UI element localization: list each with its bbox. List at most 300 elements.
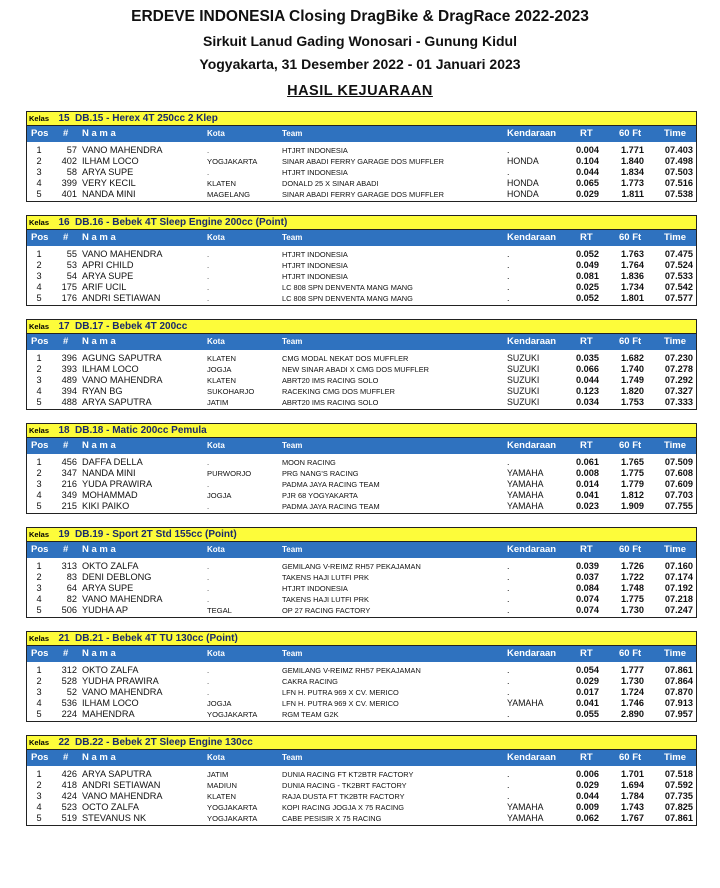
cell-name: ARYA SAPUTRA	[82, 397, 152, 407]
class-number: 17	[58, 321, 70, 332]
class-label: Kelas	[29, 530, 50, 539]
col-header-time: Time	[664, 544, 687, 555]
cell-name: ILHAM LOCO	[82, 364, 139, 374]
table-row	[27, 457, 696, 468]
col-header-kendaraan: Kendaraan	[507, 440, 557, 451]
col-header-team: Team	[282, 545, 303, 554]
results-heading: HASIL KEJUARAAN	[287, 83, 433, 99]
cell-kendaraan: .	[507, 167, 510, 177]
cell-name: OCTO ZALFA	[82, 802, 140, 812]
cell-pos: 2	[36, 260, 42, 270]
cell-kendaraan: .	[507, 594, 510, 604]
col-header-team: Team	[282, 441, 303, 450]
cell-kendaraan: .	[507, 271, 510, 281]
cell-rt: 0.066	[576, 364, 599, 374]
cell-rt: 0.029	[576, 189, 599, 199]
cell-team: NEW SINAR ABADI X CMG DOS MUFFLER	[282, 365, 430, 374]
cell-60ft: 1.763	[621, 249, 644, 259]
cell-rt: 0.055	[576, 709, 599, 719]
class-title-bar	[26, 527, 697, 542]
cell-time: 07.609	[664, 479, 693, 489]
cell-number: 83	[66, 572, 77, 582]
cell-time: 07.735	[664, 791, 693, 801]
cell-team: PADMA JAYA RACING TEAM	[282, 480, 380, 489]
cell-kendaraan: SUZUKI	[507, 375, 540, 385]
col-header-time: Time	[664, 648, 687, 659]
cell-number: 55	[66, 249, 77, 259]
col-header-time: Time	[664, 752, 687, 763]
cell-rt: 0.008	[576, 468, 599, 478]
cell-60ft: 1.779	[621, 479, 644, 489]
cell-time: 07.542	[664, 282, 693, 292]
cell-team: DUNIA RACING FT KT2BTR FACTORY	[282, 770, 414, 779]
cell-number: 82	[66, 594, 77, 604]
column-header-row	[26, 230, 697, 246]
col-header-number: #	[63, 128, 69, 139]
cell-team: GEMILANG V-REIMZ RH57 PEKAJAMAN	[282, 666, 421, 675]
results-table	[26, 142, 697, 202]
table-row	[27, 501, 696, 512]
cell-kendaraan: .	[507, 293, 510, 303]
cell-number: 312	[61, 665, 77, 675]
cell-team: RACEKING CMG DOS MUFFLER	[282, 387, 395, 396]
cell-pos: 4	[36, 490, 42, 500]
cell-kota: .	[207, 272, 210, 281]
cell-rt: 0.023	[576, 501, 599, 511]
col-header-time: Time	[664, 128, 687, 139]
class-number: 15	[58, 113, 70, 124]
cell-pos: 5	[36, 397, 42, 407]
cell-kendaraan: .	[507, 780, 510, 790]
cell-team: RGM TEAM G2K	[282, 710, 339, 719]
cell-pos: 4	[36, 802, 42, 812]
cell-name: ARYA SAPUTRA	[82, 769, 152, 779]
cell-60ft: 1.694	[621, 780, 644, 790]
class-label: Kelas	[29, 218, 50, 227]
cell-rt: 0.123	[576, 386, 599, 396]
cell-number: 424	[61, 791, 77, 801]
cell-time: 07.403	[664, 145, 693, 155]
cell-rt: 0.044	[576, 167, 599, 177]
cell-time: 07.592	[664, 780, 693, 790]
col-header-team: Team	[282, 649, 303, 658]
cell-pos: 5	[36, 605, 42, 615]
cell-kendaraan: YAMAHA	[507, 468, 544, 478]
cell-60ft: 1.740	[621, 364, 644, 374]
cell-time: 07.333	[664, 397, 693, 407]
cell-name: VERY KECIL	[82, 178, 136, 188]
cell-rt: 0.009	[576, 802, 599, 812]
cell-60ft: 1.726	[621, 561, 644, 571]
table-row	[27, 178, 696, 189]
cell-number: 349	[61, 490, 77, 500]
cell-pos: 2	[36, 468, 42, 478]
cell-name: MOHAMMAD	[82, 490, 138, 500]
table-row	[27, 687, 696, 698]
col-header-60ft: 60 Ft	[619, 752, 642, 763]
cell-name: VANO MAHENDRA	[82, 594, 163, 604]
cell-rt: 0.052	[576, 293, 599, 303]
col-header-rt: RT	[580, 752, 593, 763]
col-header-name: N a m a	[82, 440, 116, 451]
cell-time: 07.825	[664, 802, 693, 812]
cell-time: 07.913	[664, 698, 693, 708]
col-header-kendaraan: Kendaraan	[507, 544, 557, 555]
class-section	[26, 527, 697, 618]
cell-kota: YOGJAKARTA	[207, 814, 258, 823]
table-row	[27, 353, 696, 364]
col-header-rt: RT	[580, 336, 593, 347]
cell-kendaraan: SUZUKI	[507, 353, 540, 363]
cell-name: YUDA PRAWIRA	[82, 479, 153, 489]
cell-name: ARIF UCIL	[82, 282, 127, 292]
cell-number: 54	[66, 271, 77, 281]
cell-kendaraan: YAMAHA	[507, 479, 544, 489]
cell-team: KOPI RACING JOGJA X 75 RACING	[282, 803, 404, 812]
cell-pos: 3	[36, 687, 42, 697]
col-header-kota: Kota	[207, 649, 225, 658]
cell-time: 07.278	[664, 364, 693, 374]
date-line: Yogyakarta, 31 Desember 2022 - 01 Januari 2023	[199, 56, 521, 72]
class-section	[26, 215, 697, 306]
cell-name: YUDHA PRAWIRA	[82, 676, 159, 686]
venue-line: Sirkuit Lanud Gading Wonosari - Gunung Kidul	[203, 33, 517, 49]
class-section	[26, 423, 697, 514]
col-header-kendaraan: Kendaraan	[507, 336, 557, 347]
cell-60ft: 1.801	[621, 293, 644, 303]
cell-number: 488	[61, 397, 77, 407]
cell-pos: 5	[36, 813, 42, 823]
col-header-kota: Kota	[207, 545, 225, 554]
cell-name: OKTO ZALFA	[82, 561, 139, 571]
cell-number: 175	[61, 282, 77, 292]
cell-team: PADMA JAYA RACING TEAM	[282, 502, 380, 511]
cell-team: PJR 68 YOGYAKARTA	[282, 491, 358, 500]
cell-time: 07.870	[664, 687, 693, 697]
cell-time: 07.861	[664, 665, 693, 675]
cell-rt: 0.029	[576, 676, 599, 686]
results-table	[26, 246, 697, 306]
cell-number: 176	[61, 293, 77, 303]
cell-rt: 0.074	[576, 605, 599, 615]
cell-number: 523	[61, 802, 77, 812]
col-header-rt: RT	[580, 440, 593, 451]
cell-number: 393	[61, 364, 77, 374]
cell-number: 52	[66, 687, 77, 697]
cell-number: 57	[66, 145, 77, 155]
cell-kota: YOGJAKARTA	[207, 710, 258, 719]
class-label: Kelas	[29, 114, 50, 123]
cell-number: 64	[66, 583, 77, 593]
table-row	[27, 375, 696, 386]
cell-60ft: 1.777	[621, 665, 644, 675]
table-row	[27, 260, 696, 271]
class-name: DB.22 - Bebek 2T Sleep Engine 130cc	[75, 737, 253, 748]
cell-rt: 0.014	[576, 479, 599, 489]
cell-rt: 0.041	[576, 490, 599, 500]
cell-number: 426	[61, 769, 77, 779]
cell-time: 07.755	[664, 501, 693, 511]
cell-team: HTJRT INDONESIA	[282, 261, 348, 270]
cell-60ft: 2.890	[621, 709, 644, 719]
cell-time: 07.861	[664, 813, 693, 823]
cell-name: DENI DEBLONG	[82, 572, 152, 582]
cell-kota: YOGJAKARTA	[207, 157, 258, 166]
cell-time: 07.516	[664, 178, 693, 188]
cell-60ft: 1.834	[621, 167, 644, 177]
cell-kendaraan: .	[507, 572, 510, 582]
cell-pos: 3	[36, 167, 42, 177]
class-section	[26, 631, 697, 722]
col-header-name: N a m a	[82, 648, 116, 659]
cell-name: ILHAM LOCO	[82, 156, 139, 166]
table-row	[27, 802, 696, 813]
cell-kota: .	[207, 261, 210, 270]
cell-time: 07.247	[664, 605, 693, 615]
cell-team: HTJRT INDONESIA	[282, 272, 348, 281]
cell-number: 224	[61, 709, 77, 719]
class-name: DB.21 - Bebek 4T TU 130cc (Point)	[75, 633, 238, 644]
cell-pos: 1	[36, 769, 42, 779]
table-row	[27, 145, 696, 156]
cell-60ft: 1.767	[621, 813, 644, 823]
cell-time: 07.174	[664, 572, 693, 582]
col-header-team: Team	[282, 233, 303, 242]
cell-60ft: 1.748	[621, 583, 644, 593]
cell-kendaraan: YAMAHA	[507, 802, 544, 812]
col-header-pos: Pos	[31, 336, 49, 347]
cell-pos: 5	[36, 293, 42, 303]
cell-60ft: 1.722	[621, 572, 644, 582]
cell-time: 07.957	[664, 709, 693, 719]
table-row	[27, 698, 696, 709]
cell-time: 07.192	[664, 583, 693, 593]
cell-kendaraan: .	[507, 791, 510, 801]
cell-kota: JOGJA	[207, 491, 232, 500]
col-header-time: Time	[664, 440, 687, 451]
cell-time: 07.160	[664, 561, 693, 571]
cell-rt: 0.029	[576, 780, 599, 790]
cell-name: ANDRI SETIAWAN	[82, 293, 161, 303]
cell-time: 07.533	[664, 271, 693, 281]
cell-rt: 0.017	[576, 687, 599, 697]
cell-time: 07.230	[664, 353, 693, 363]
cell-60ft: 1.753	[621, 397, 644, 407]
cell-60ft: 1.775	[621, 468, 644, 478]
cell-rt: 0.034	[576, 397, 599, 407]
table-row	[27, 561, 696, 572]
col-header-kota: Kota	[207, 753, 225, 762]
cell-kendaraan: .	[507, 249, 510, 259]
cell-kendaraan: YAMAHA	[507, 501, 544, 511]
cell-time: 07.327	[664, 386, 693, 396]
cell-pos: 1	[36, 561, 42, 571]
results-table	[26, 454, 697, 514]
cell-pos: 1	[36, 353, 42, 363]
cell-kota: JOGJA	[207, 365, 232, 374]
cell-number: 313	[61, 561, 77, 571]
cell-kota: KLATEN	[207, 792, 236, 801]
cell-time: 07.509	[664, 457, 693, 467]
cell-time: 07.524	[664, 260, 693, 270]
cell-kendaraan: .	[507, 561, 510, 571]
cell-kendaraan: SUZUKI	[507, 397, 540, 407]
cell-name: OKTO ZALFA	[82, 665, 139, 675]
cell-pos: 3	[36, 479, 42, 489]
table-row	[27, 813, 696, 824]
cell-60ft: 1.836	[621, 271, 644, 281]
table-row	[27, 572, 696, 583]
col-header-name: N a m a	[82, 336, 116, 347]
cell-pos: 5	[36, 501, 42, 511]
cell-team: ABRT20 IMS RACING SOLO	[282, 376, 379, 385]
cell-60ft: 1.730	[621, 605, 644, 615]
class-number: 18	[58, 425, 70, 436]
cell-pos: 5	[36, 709, 42, 719]
col-header-team: Team	[282, 337, 303, 346]
cell-60ft: 1.784	[621, 791, 644, 801]
table-row	[27, 386, 696, 397]
col-header-kendaraan: Kendaraan	[507, 648, 557, 659]
cell-name: VANO MAHENDRA	[82, 687, 163, 697]
cell-kendaraan: YAMAHA	[507, 698, 544, 708]
cell-time: 07.538	[664, 189, 693, 199]
table-row	[27, 665, 696, 676]
cell-team: RAJA DUSTA FT TK2BTR FACTORY	[282, 792, 405, 801]
cell-team: LFN H. PUTRA 969 X CV. MERICO	[282, 688, 399, 697]
cell-number: 456	[61, 457, 77, 467]
cell-pos: 2	[36, 572, 42, 582]
col-header-number: #	[63, 336, 69, 347]
col-header-60ft: 60 Ft	[619, 232, 642, 243]
results-table	[26, 558, 697, 618]
results-container	[26, 111, 697, 839]
cell-name: APRI CHILD	[82, 260, 134, 270]
table-row	[27, 791, 696, 802]
col-header-team: Team	[282, 753, 303, 762]
column-header-row	[26, 126, 697, 142]
cell-number: 528	[61, 676, 77, 686]
cell-rt: 0.062	[576, 813, 599, 823]
cell-rt: 0.074	[576, 594, 599, 604]
col-header-pos: Pos	[31, 544, 49, 555]
cell-pos: 1	[36, 249, 42, 259]
col-header-pos: Pos	[31, 232, 49, 243]
col-header-number: #	[63, 544, 69, 555]
cell-name: VANO MAHENDRA	[82, 375, 163, 385]
class-title-bar	[26, 423, 697, 438]
table-row	[27, 479, 696, 490]
cell-rt: 0.084	[576, 583, 599, 593]
cell-rt: 0.061	[576, 457, 599, 467]
col-header-pos: Pos	[31, 128, 49, 139]
col-header-kota: Kota	[207, 337, 225, 346]
col-header-kota: Kota	[207, 233, 225, 242]
class-name: DB.18 - Matic 200cc Pemula	[75, 425, 207, 436]
cell-kota: KLATEN	[207, 354, 236, 363]
cell-kendaraan: HONDA	[507, 178, 539, 188]
class-section	[26, 319, 697, 410]
cell-60ft: 1.734	[621, 282, 644, 292]
cell-number: 401	[61, 189, 77, 199]
cell-team: ABRT20 IMS RACING SOLO	[282, 398, 379, 407]
cell-kota: .	[207, 666, 210, 675]
cell-pos: 3	[36, 583, 42, 593]
cell-number: 215	[61, 501, 77, 511]
column-header-row	[26, 750, 697, 766]
cell-rt: 0.035	[576, 353, 599, 363]
cell-kota: MADIUN	[207, 781, 237, 790]
class-label: Kelas	[29, 634, 50, 643]
col-header-rt: RT	[580, 128, 593, 139]
table-row	[27, 249, 696, 260]
cell-kota: .	[207, 146, 210, 155]
cell-number: 216	[61, 479, 77, 489]
cell-name: DAFFA DELLA	[82, 457, 143, 467]
col-header-time: Time	[664, 336, 687, 347]
col-header-rt: RT	[580, 648, 593, 659]
cell-time: 07.608	[664, 468, 693, 478]
cell-name: ARYA SUPE	[82, 167, 134, 177]
class-label: Kelas	[29, 426, 50, 435]
cell-kendaraan: SUZUKI	[507, 386, 540, 396]
cell-kota: KLATEN	[207, 179, 236, 188]
cell-time: 07.864	[664, 676, 693, 686]
results-table	[26, 766, 697, 826]
cell-kendaraan: .	[507, 605, 510, 615]
cell-rt: 0.044	[576, 791, 599, 801]
cell-team: TAKENS HAJI LUTFI PRK	[282, 573, 369, 582]
cell-60ft: 1.724	[621, 687, 644, 697]
cell-60ft: 1.773	[621, 178, 644, 188]
class-title-bar	[26, 111, 697, 126]
col-header-pos: Pos	[31, 648, 49, 659]
cell-rt: 0.039	[576, 561, 599, 571]
class-number: 16	[58, 217, 70, 228]
col-header-number: #	[63, 752, 69, 763]
cell-number: 396	[61, 353, 77, 363]
cell-team: LFN H. PUTRA 969 X CV. MERICO	[282, 699, 399, 708]
cell-team: CMG MODAL NEKAT DOS MUFFLER	[282, 354, 409, 363]
table-row	[27, 490, 696, 501]
cell-number: 536	[61, 698, 77, 708]
cell-number: 418	[61, 780, 77, 790]
cell-kota: TEGAL	[207, 606, 232, 615]
cell-name: AGUNG SAPUTRA	[82, 353, 162, 363]
col-header-team: Team	[282, 129, 303, 138]
cell-time: 07.577	[664, 293, 693, 303]
cell-kota: .	[207, 294, 210, 303]
cell-number: 399	[61, 178, 77, 188]
cell-kota: PURWORJO	[207, 469, 252, 478]
class-section	[26, 735, 697, 826]
column-header-row	[26, 542, 697, 558]
col-header-number: #	[63, 648, 69, 659]
table-row	[27, 780, 696, 791]
cell-name: STEVANUS NK	[82, 813, 147, 823]
cell-name: ILHAM LOCO	[82, 698, 139, 708]
cell-rt: 0.044	[576, 375, 599, 385]
cell-time: 07.518	[664, 769, 693, 779]
cell-kendaraan: .	[507, 676, 510, 686]
class-title-bar	[26, 215, 697, 230]
column-header-row	[26, 438, 697, 454]
table-row	[27, 769, 696, 780]
class-name: DB.17 - Bebek 4T 200cc	[75, 321, 188, 332]
col-header-60ft: 60 Ft	[619, 544, 642, 555]
cell-time: 07.292	[664, 375, 693, 385]
cell-team: SINAR ABADI FERRY GARAGE DOS MUFFLER	[282, 157, 444, 166]
